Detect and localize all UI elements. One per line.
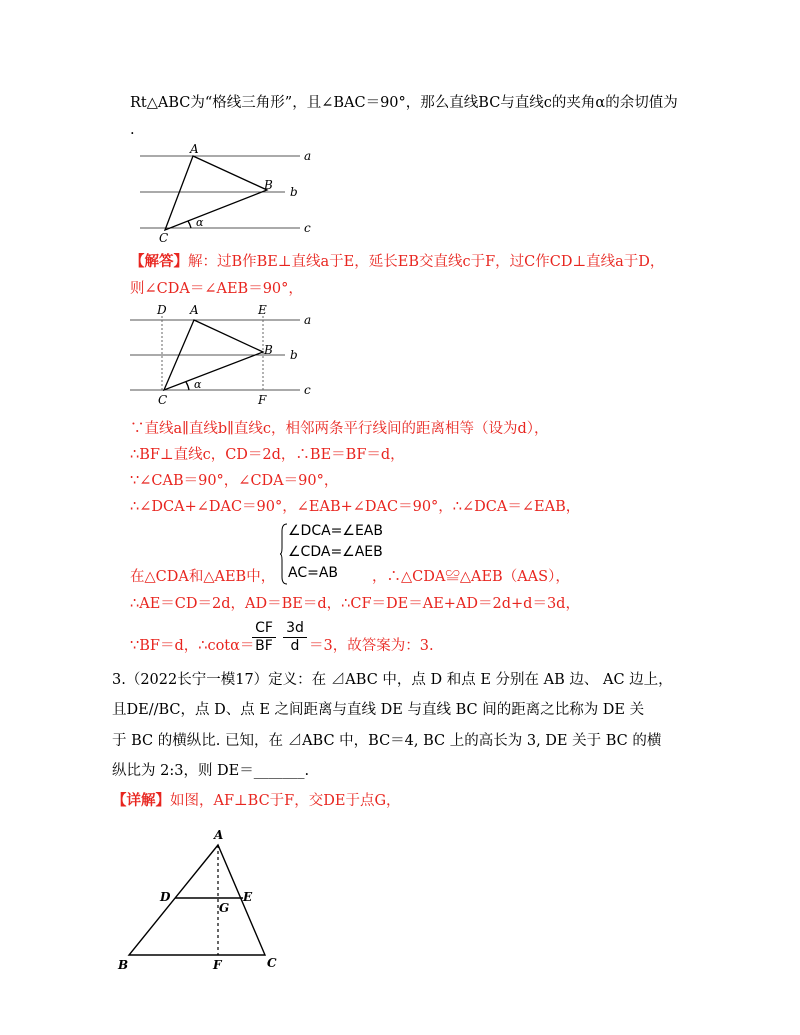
fig2-label-F: F (258, 393, 267, 407)
problem3-line1: 3.（2022长宁一模17）定义：在 ⊿ABC 中，点 D 和点 E 分别在 AB 边、 AC 边上， (112, 672, 673, 688)
solution-step1: ∵直线a∥直线b∥直线c，相邻两条平行线间的距离相等（设为d）， (130, 421, 549, 437)
fig3-label-A: A (214, 828, 224, 842)
fraction-cf-over-bf (252, 620, 276, 655)
frac1-numerator: CF (252, 620, 276, 638)
frac2-numerator: 3d (283, 620, 307, 638)
figure-2-construction (130, 302, 310, 407)
fig2-label-a: a (304, 313, 312, 327)
fig1-label-C: C (159, 231, 169, 245)
solution-line2: 则∠CDA＝∠AEB＝90°， (130, 281, 303, 297)
fig3-label-C: C (267, 956, 277, 970)
problem-statement-line1: Rt△ABC为“格线三角形”，且∠BAC＝90°，那么直线BC与直线c的夹角α的余切值为 (130, 95, 678, 111)
solution-tag: 【解答】 (130, 253, 188, 270)
figure-1-parallel-lines-triangle (130, 143, 310, 243)
solution-step5-right: ，∴△CDA≌△AEB（AAS）， (372, 569, 570, 585)
fig1-label-alpha: α (196, 216, 204, 229)
fig3-label-D: D (160, 890, 171, 904)
fig3-label-E: E (243, 890, 253, 904)
solution-step4: ∴∠DCA+∠DAC＝90°，∠EAB+∠DAC＝90°，∴∠DCA＝∠EAB， (130, 499, 581, 515)
problem-statement-line2: . (130, 122, 135, 138)
fig1-label-b: b (290, 185, 298, 199)
fig2-label-b: b (290, 348, 298, 362)
system-row-1: ∠DCA=∠EAB (288, 523, 383, 539)
solution-text: 解：过B作BE⊥直线a于E，延长EB交直线c于F，过C作CD⊥直线a于D， (188, 254, 665, 270)
solution-step2: ∴BF⊥直线c，CD＝2d，∴BE＝BF＝d， (130, 447, 405, 463)
fig2-label-C: C (158, 393, 168, 407)
fig1-label-a: a (304, 149, 312, 163)
fig3-label-G: G (219, 901, 230, 915)
fraction-3d-over-d (283, 620, 307, 655)
figure-3-triangle-abc (115, 825, 295, 975)
frac2-denominator: d (290, 638, 300, 654)
fig2-label-E: E (258, 303, 267, 317)
problem3-line3: 于 BC 的横纵比. 已知，在 ⊿ABC 中，BC＝4, BC 上的高长为 3, DE 关于 BC 的横 (112, 733, 662, 749)
solution-step6: ∴AE＝CD＝2d，AD＝BE＝d，∴CF＝DE＝AE+AD＝2d+d＝3d， (130, 596, 580, 612)
detail-tag: 【详解】 (112, 792, 170, 809)
fig2-label-alpha: α (194, 378, 202, 391)
problem3-line4: 纵比为 2:3，则 DE＝_______. (112, 763, 310, 779)
fig1-label-c: c (304, 221, 311, 235)
fig2-label-c: c (304, 383, 311, 397)
fig3-label-B: B (118, 958, 129, 972)
solution-step7-left: ∵BF＝d，∴cotα＝ (130, 638, 255, 654)
problem3-line2: 且DE//BC，点 D、点 E 之间距离与直线 DE 与直线 BC 间的距离之比称为 DE 关 (112, 702, 645, 718)
system-row-3: AC=AB (288, 565, 339, 581)
solution-line1 (130, 252, 664, 272)
detail-text: 如图，AF⊥BC于F，交DE于点G， (170, 793, 401, 809)
fig2-label-D: D (157, 303, 167, 317)
fig2-label-B: B (264, 343, 273, 357)
solution-step5-left: 在△CDA和△AEB中， (130, 569, 276, 585)
fig1-label-B: B (264, 178, 273, 192)
fig2-label-A: A (190, 303, 199, 317)
solution-step3: ∵∠CAB＝90°，∠CDA＝90°， (130, 473, 339, 489)
solution-step7-right: ＝3，故答案为：3. (309, 638, 434, 654)
system-brace (280, 523, 288, 585)
fig1-label-A: A (190, 142, 199, 156)
detail-line (112, 791, 401, 811)
fig3-label-F: F (213, 958, 222, 972)
system-row-2: ∠CDA=∠AEB (288, 544, 383, 560)
frac1-denominator: BF (255, 638, 273, 654)
